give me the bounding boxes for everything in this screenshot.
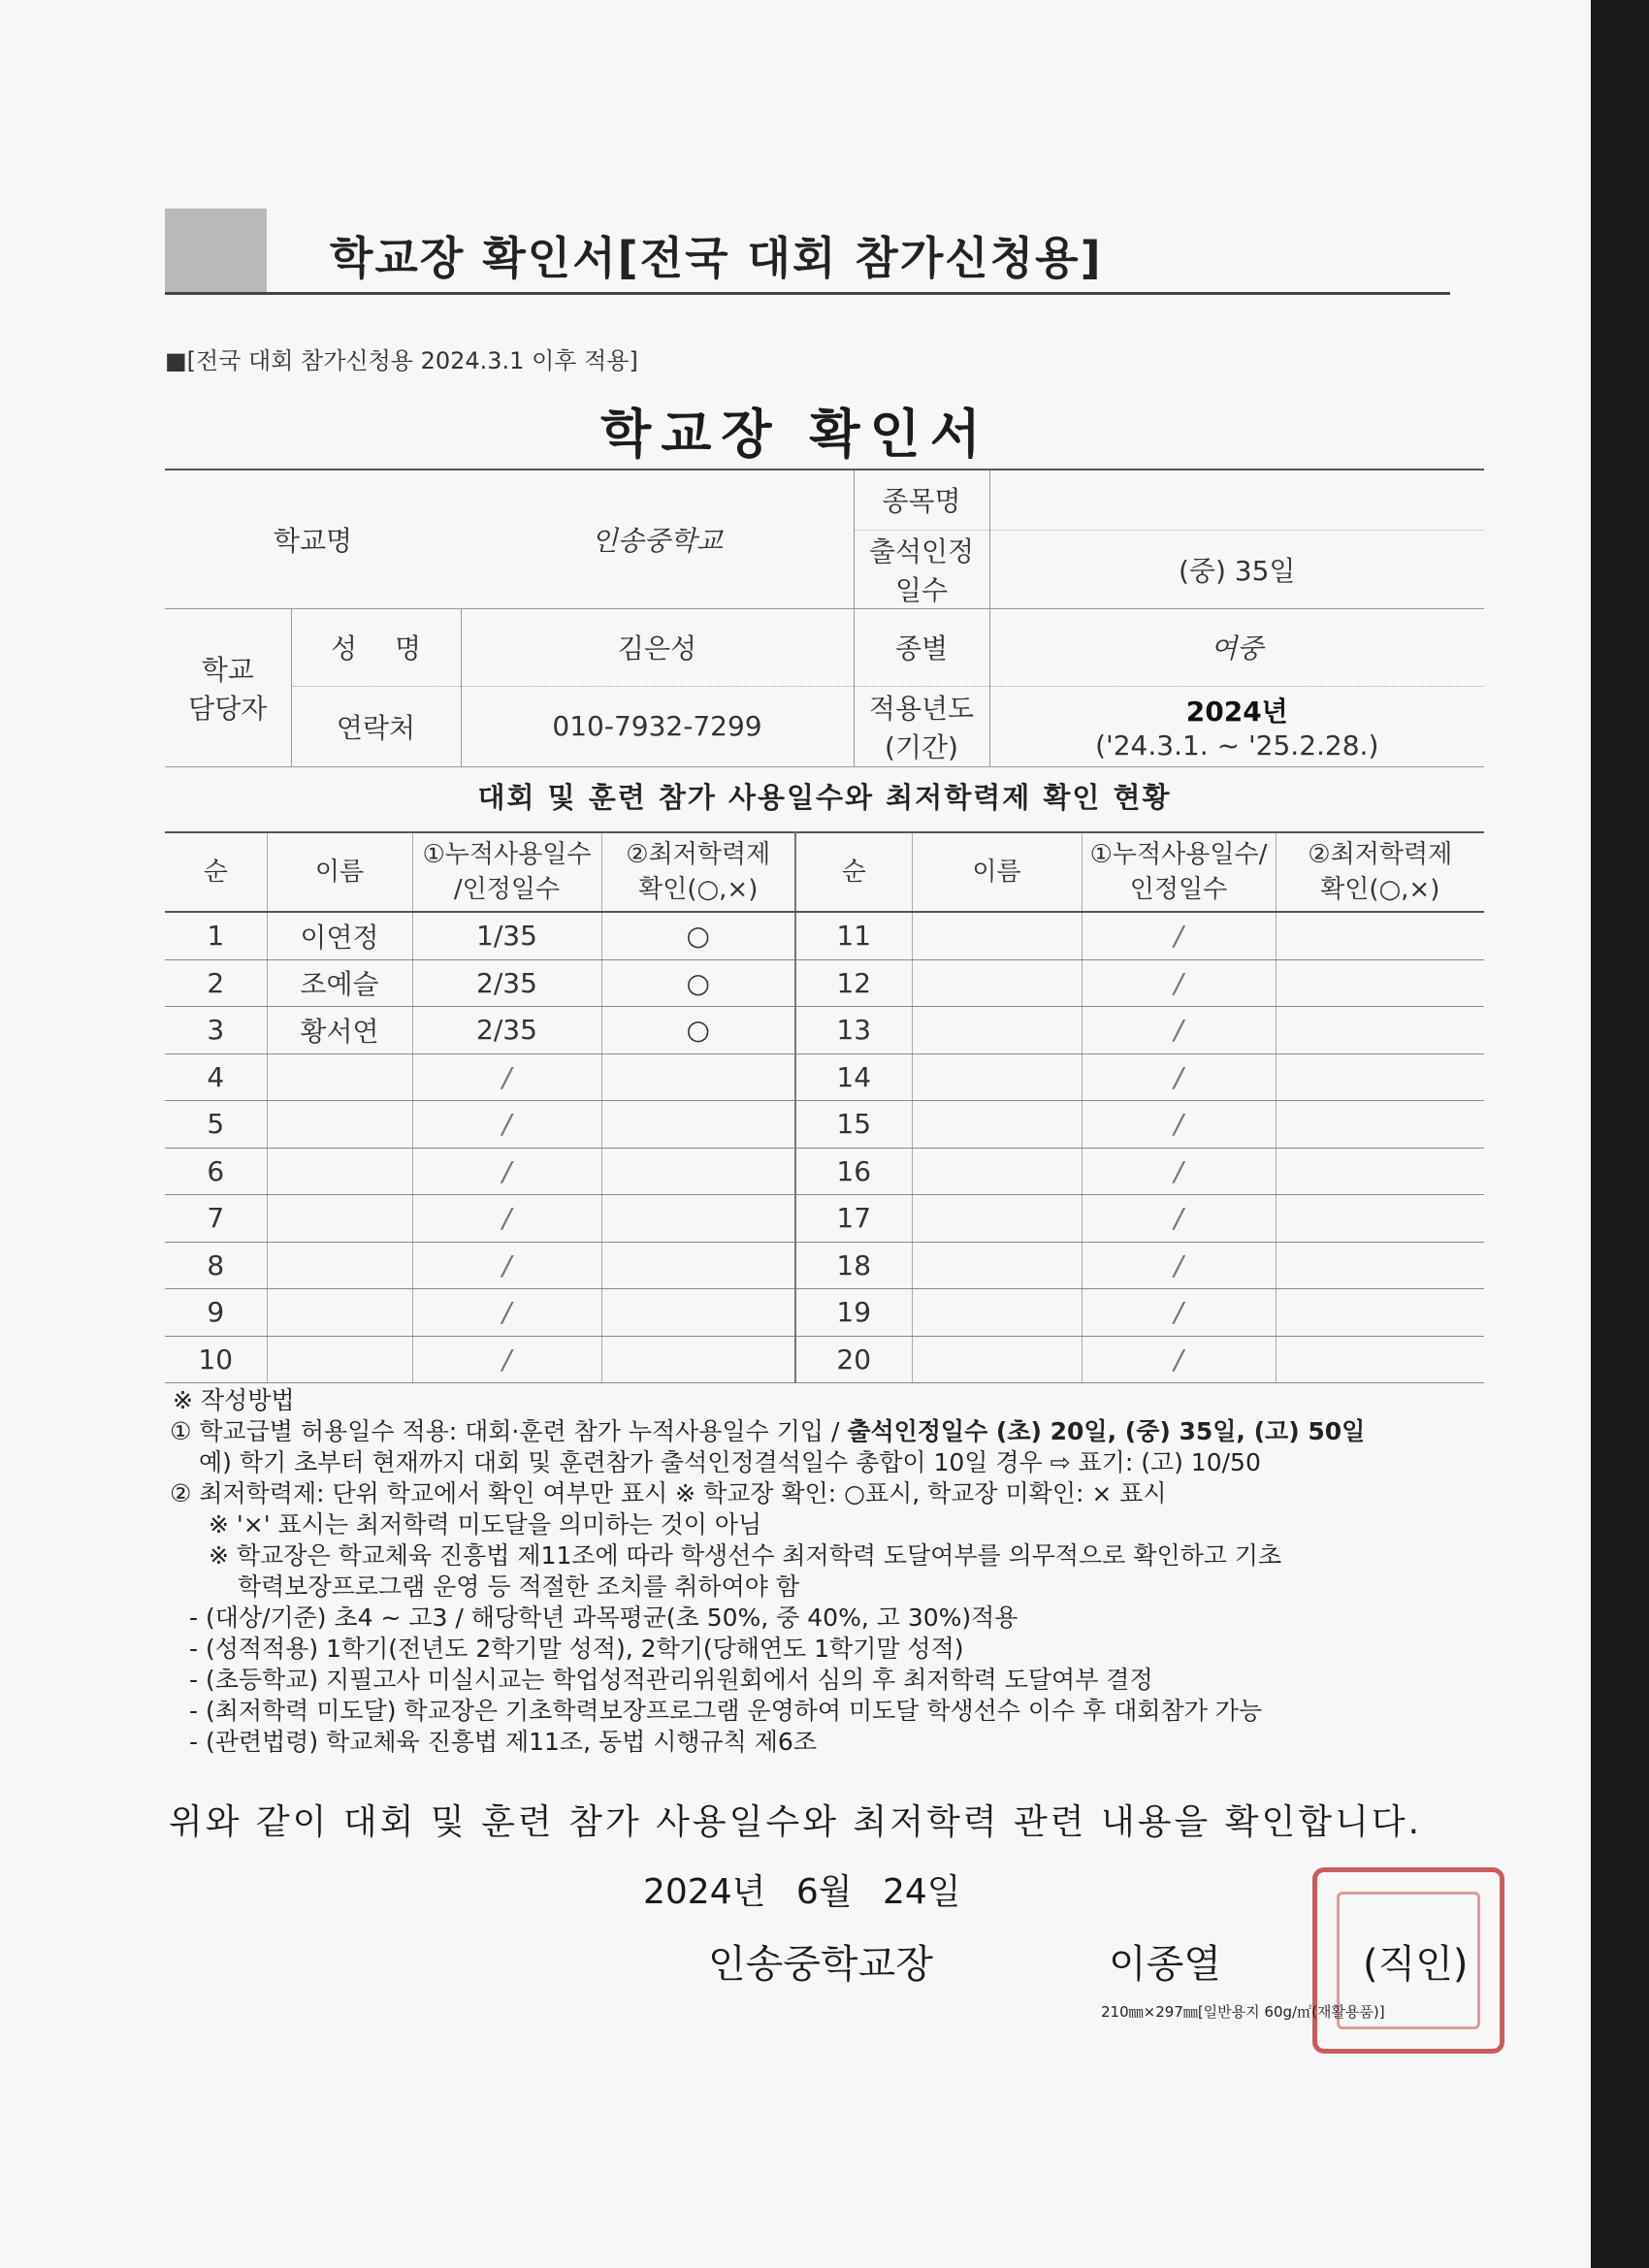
- row-check-right: [1276, 1101, 1484, 1149]
- row-no: 4: [165, 1053, 267, 1101]
- row-no: 9: [165, 1289, 267, 1337]
- col-check-right-line1: ②최저학력제: [1308, 840, 1453, 869]
- principal-name: 이종열: [1109, 1942, 1221, 1987]
- instructions-heading: ※ 작성방법: [173, 1386, 295, 1414]
- table-row: [165, 1053, 1484, 1101]
- instruction-1-example: 예) 학기 초부터 현재까지 대회 및 훈련참가 출석인정결석일수 총합이 10일 경우 ⇨ 표기: (고) 10/50: [199, 1448, 1261, 1476]
- manager-label-line1: 학교: [201, 653, 254, 686]
- row-name: 이연정: [267, 912, 412, 959]
- table-row: [165, 912, 1484, 959]
- row-name: 조예슬: [267, 959, 412, 1007]
- row-check: [601, 1148, 795, 1195]
- col-days-line1: ①누적사용일수: [422, 840, 592, 869]
- manager-label-line2: 담당자: [188, 692, 268, 725]
- row-no: 2: [165, 959, 267, 1007]
- row-check: [601, 1195, 795, 1243]
- banner-rule: [165, 292, 1450, 295]
- col-days-right: [1082, 832, 1276, 912]
- year-label: [854, 686, 989, 766]
- row-check: ○: [601, 912, 795, 959]
- row-name: [267, 1148, 412, 1195]
- row-no-right: 12: [795, 959, 912, 1007]
- row-days: 1/35: [412, 912, 601, 959]
- table-row: [165, 959, 1484, 1007]
- row-no-right: 11: [795, 912, 912, 959]
- contact-label: 연락처: [291, 686, 461, 766]
- usage-table: [165, 831, 1484, 1383]
- col-name: 이름: [267, 832, 412, 912]
- col-check-right-line2: 확인(○,×): [1320, 875, 1440, 904]
- row-no-right: 18: [795, 1242, 912, 1289]
- confirmation-statement: 위와 같이 대회 및 훈련 참가 사용일수와 최저학력 관련 내용을 확인합니다.: [168, 1802, 1423, 1842]
- row-name-right: [912, 1336, 1082, 1383]
- detail-elementary: - (초등학교) 지필고사 미실시교는 학업성적관리위원회에서 심의 후 최저학력 도달여부 결정: [189, 1666, 1153, 1694]
- row-days-right: /: [1082, 912, 1276, 959]
- col-check-line1: ②최저학력제: [626, 840, 771, 869]
- detail-target: - (대상/기준) 초4 ~ 고3 / 해당학년 과목평균(초 50%, 중 40%, 고 30%)적용: [189, 1604, 1018, 1632]
- row-name-right: [912, 1007, 1082, 1054]
- table-row: [165, 1242, 1484, 1289]
- row-days: /: [412, 1242, 601, 1289]
- row-no-right: 13: [795, 1007, 912, 1054]
- instruction-1: [170, 1416, 1489, 1447]
- event-label: 종목명: [854, 470, 989, 530]
- detail-grades: - (성적적용) 1학기(전년도 2학기말 성적), 2학기(당해연도 1학기말 성적): [189, 1635, 964, 1663]
- school-value: 인송중학교: [461, 470, 854, 608]
- name-label: 성 명: [291, 608, 461, 686]
- row-name-right: [912, 959, 1082, 1007]
- col-check-line2: 확인(○,×): [638, 875, 759, 904]
- category-label: 종별: [854, 608, 989, 686]
- school-label: 학교명: [165, 470, 461, 608]
- row-check: [601, 1101, 795, 1149]
- row-no-right: 20: [795, 1336, 912, 1383]
- row-days: /: [412, 1053, 601, 1101]
- table-row: [165, 1195, 1484, 1243]
- row-name-right: [912, 1101, 1082, 1149]
- row-check: [601, 1336, 795, 1383]
- row-no: 6: [165, 1148, 267, 1195]
- row-name-right: [912, 1195, 1082, 1243]
- banner-gray-block: [165, 209, 267, 294]
- row-no-right: 17: [795, 1195, 912, 1243]
- row-name-right: [912, 1289, 1082, 1337]
- row-name: [267, 1242, 412, 1289]
- event-value: [989, 470, 1484, 530]
- row-days-right: /: [1082, 1101, 1276, 1149]
- row-name: 황서연: [267, 1007, 412, 1054]
- page-title: 학교장 확인서: [600, 404, 990, 465]
- applicability-note: ■[전국 대회 참가신청용 2024.3.1 이후 적용]: [165, 347, 638, 374]
- row-check: [601, 1242, 795, 1289]
- table-row: [165, 1289, 1484, 1337]
- row-days-right: /: [1082, 1148, 1276, 1195]
- row-days-right: /: [1082, 1053, 1276, 1101]
- year-value: 2024년: [1185, 696, 1288, 728]
- col-check-right: [1276, 832, 1484, 912]
- row-days-right: /: [1082, 1289, 1276, 1337]
- row-days: 2/35: [412, 1007, 601, 1054]
- manager-label: [165, 608, 291, 766]
- usage-header-row: [165, 832, 1484, 912]
- row-check: ○: [601, 959, 795, 1007]
- instruction-1-bold: 출석인정일수 (초) 20일, (중) 35일, (고) 50일: [847, 1417, 1366, 1445]
- seal-label: (직인): [1363, 1942, 1469, 1987]
- usage-section-title: 대회 및 훈련 참가 사용일수와 최저학력제 확인 현황: [477, 781, 1172, 814]
- row-no: 7: [165, 1195, 267, 1243]
- row-days: /: [412, 1336, 601, 1383]
- period-value: ('24.3.1. ~ '25.2.28.): [1095, 729, 1379, 761]
- row-no: 5: [165, 1101, 267, 1149]
- year-value-cell: [989, 686, 1484, 766]
- row-name-right: [912, 1053, 1082, 1101]
- info-table: [165, 469, 1484, 767]
- category-value: 여중: [989, 608, 1484, 686]
- col-days-right-line1: ①누적사용일수/: [1089, 840, 1268, 869]
- row-check-right: [1276, 1336, 1484, 1383]
- instruction-1-text: ① 학교급별 허용일수 적용: 대회·훈련 참가 누적사용일수 기입 /: [170, 1417, 848, 1445]
- row-days: /: [412, 1148, 601, 1195]
- row-name-right: [912, 1242, 1082, 1289]
- attendance-label-line2: 일수: [894, 573, 949, 606]
- row-no: 10: [165, 1336, 267, 1383]
- paper-spec: 210㎜×297㎜[일반용지 60g/㎡(재활용품)]: [1101, 2003, 1385, 2021]
- banner: [165, 209, 1450, 296]
- row-check-right: [1276, 1148, 1484, 1195]
- row-check-right: [1276, 1007, 1484, 1054]
- instruction-note-x: ※ '×' 표시는 최저학력 미도달을 의미하는 것이 아님: [209, 1510, 762, 1539]
- row-check-right: [1276, 912, 1484, 959]
- col-days: [412, 832, 601, 912]
- row-no: 8: [165, 1242, 267, 1289]
- col-name-right: 이름: [912, 832, 1082, 912]
- year-label-line1: 적용년도: [868, 692, 975, 725]
- row-name-right: [912, 912, 1082, 959]
- row-days-right: /: [1082, 959, 1276, 1007]
- row-name: [267, 1053, 412, 1101]
- row-check-right: [1276, 1242, 1484, 1289]
- banner-title: 학교장 확인서[전국 대회 참가신청용]: [330, 232, 1103, 284]
- row-days: /: [412, 1195, 601, 1243]
- table-row: [165, 1336, 1484, 1383]
- row-no-right: 19: [795, 1289, 912, 1337]
- instructions: [170, 1385, 1489, 1758]
- col-check: [601, 832, 795, 912]
- row-name-right: [912, 1148, 1082, 1195]
- table-row: [165, 1148, 1484, 1195]
- row-name: [267, 1195, 412, 1243]
- col-days-right-line2: 인정일수: [1129, 875, 1228, 904]
- detail-not-reached: - (최저학력 미도달) 학교장은 기초학력보장프로그램 운영하여 미도달 학생선수 이수 후 대회참가 가능: [189, 1697, 1263, 1725]
- row-no: 1: [165, 912, 267, 959]
- row-days-right: /: [1082, 1336, 1276, 1383]
- row-name: [267, 1336, 412, 1383]
- row-no-right: 14: [795, 1053, 912, 1101]
- row-no: 3: [165, 1007, 267, 1054]
- row-days-right: /: [1082, 1007, 1276, 1054]
- row-days: /: [412, 1101, 601, 1149]
- attendance-value: (중) 35일: [989, 530, 1484, 608]
- row-check: ○: [601, 1007, 795, 1054]
- table-row: [165, 1101, 1484, 1149]
- row-days: /: [412, 1289, 601, 1337]
- issue-date: 2024년 6월 24일: [643, 1872, 961, 1912]
- row-check-right: [1276, 1289, 1484, 1337]
- row-check-right: [1276, 1053, 1484, 1101]
- col-no-right: 순: [795, 832, 912, 912]
- instruction-2: ② 최저학력제: 단위 학교에서 확인 여부만 표시 ※ 학교장 확인: ○표시, 학교장 미확인: × 표시: [170, 1479, 1167, 1507]
- instruction-note-law: ※ 학교장은 학교체육 진흥법 제11조에 따라 학생선수 최저학력 도달여부를 의무적으로 확인하고 기초: [209, 1541, 1282, 1570]
- contact-value: 010-7932-7299: [461, 686, 854, 766]
- row-days: 2/35: [412, 959, 601, 1007]
- instruction-note-law-cont: 학력보장프로그램 운영 등 적절한 조치를 취하여야 함: [238, 1572, 799, 1601]
- year-label-line2: (기간): [885, 730, 958, 763]
- detail-law: - (관련법령) 학교체육 진흥법 제11조, 동법 시행규칙 제6조: [189, 1728, 817, 1756]
- signer-title: 인송중학교장: [708, 1942, 933, 1987]
- col-days-line2: /인정일수: [453, 875, 561, 904]
- table-row: [165, 1007, 1484, 1054]
- row-days-right: /: [1082, 1242, 1276, 1289]
- row-days-right: /: [1082, 1195, 1276, 1243]
- row-name: [267, 1289, 412, 1337]
- row-check: [601, 1289, 795, 1337]
- row-name: [267, 1101, 412, 1149]
- row-check-right: [1276, 959, 1484, 1007]
- attendance-label: [854, 530, 989, 608]
- row-no-right: 16: [795, 1148, 912, 1195]
- row-check-right: [1276, 1195, 1484, 1243]
- row-check: [601, 1053, 795, 1101]
- name-value: 김은성: [461, 608, 854, 686]
- row-no-right: 15: [795, 1101, 912, 1149]
- col-no: 순: [165, 832, 267, 912]
- attendance-label-line1: 출석인정: [868, 535, 975, 567]
